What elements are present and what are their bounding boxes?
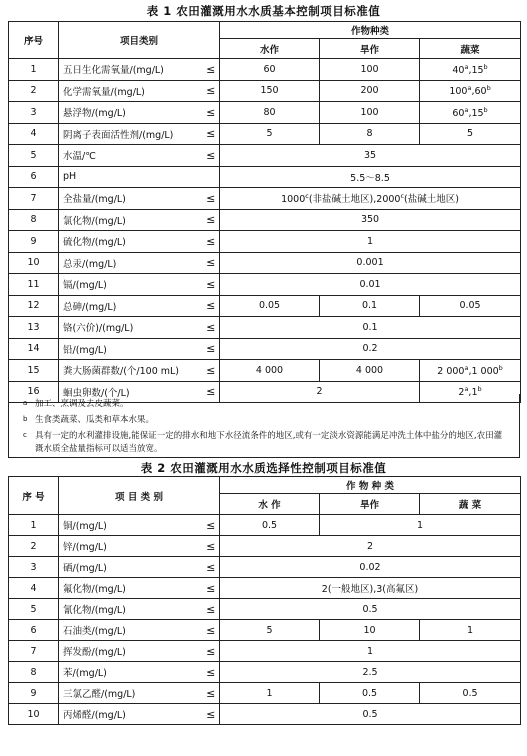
header-dry-crop: 旱作 (320, 39, 420, 59)
footnote-b: b 生食类蔬菜、瓜类和草本水果。 (23, 415, 155, 425)
value-dry-vegetable: 1 (320, 515, 521, 536)
table-row (9, 641, 521, 662)
le-symbol: ≤ (203, 536, 220, 557)
value-all-crops: 1000$^c$(非盐碱土地区),2000$^c$(盐碱土地区) (220, 188, 521, 210)
value-vegetable: 0.5 (420, 683, 521, 704)
table1-footnotes (8, 394, 520, 458)
le-symbol: ≤ (203, 620, 220, 641)
item-name: 总砷/(mg/L) (59, 295, 203, 317)
row-number: 13 (9, 317, 59, 339)
table-row (9, 662, 521, 683)
le-symbol: ≤ (203, 381, 220, 403)
item-name: 苯/(mg/L) (59, 662, 203, 683)
le-symbol: ≤ (203, 231, 220, 253)
le-symbol: ≤ (203, 704, 220, 725)
value-water-crop: 80 (220, 102, 320, 124)
row-number: 4 (9, 578, 59, 599)
table-row (9, 80, 521, 102)
value-water-crop: 150 (220, 80, 320, 102)
value-dry-crop: 10 (320, 620, 420, 641)
le-symbol: ≤ (203, 274, 220, 296)
table-row (9, 295, 521, 317)
header-item: 项目类别 (59, 22, 220, 59)
row-number: 14 (9, 338, 59, 360)
table-row (9, 360, 521, 382)
row-number: 7 (9, 188, 59, 210)
row-number: 7 (9, 641, 59, 662)
row-number: 3 (9, 102, 59, 124)
header-crop-type: 作物种类 (220, 22, 521, 39)
row-number: 15 (9, 360, 59, 382)
value-all-crops: 0.001 (220, 252, 521, 274)
table-row (9, 683, 521, 704)
item-name: 石油类/(mg/L) (59, 620, 203, 641)
value-all-crops: 0.5 (220, 704, 521, 725)
value-dry-crop: 200 (320, 80, 420, 102)
item-name: 悬浮物/(mg/L) (59, 102, 203, 124)
header-crop-type: 作 物 种 类 (220, 477, 521, 494)
value-all-crops: 0.01 (220, 274, 521, 296)
value-water-crop: 5 (220, 620, 320, 641)
value-all-crops: 35 (220, 145, 521, 167)
value-all-crops: 5.5～8.5 (220, 166, 521, 188)
footnote-c: c 具有一定的水利灌排设施,能保证一定的排水和地下水径流条件的地区,或有一定淡水资源能满足冲洗土体中盐分的地区,农田灌溉水质全盐量指标可以适当放宽。 (23, 431, 503, 454)
item-name: 镉/(mg/L) (59, 274, 203, 296)
le-symbol: ≤ (203, 662, 220, 683)
value-water-crop: 0.5 (220, 515, 320, 536)
value-all-crops: 1 (220, 641, 521, 662)
table-row (9, 557, 521, 578)
value-water-crop: 60 (220, 59, 320, 81)
item-name: 硒/(mg/L) (59, 557, 203, 578)
item-name: 硫化物/(mg/L) (59, 231, 203, 253)
row-number: 2 (9, 536, 59, 557)
le-symbol: ≤ (203, 599, 220, 620)
header-water-crop: 水作 (220, 39, 320, 59)
item-name: 氟化物/(mg/L) (59, 578, 203, 599)
value-vegetable: 2$^a$,1$^b$ (420, 381, 521, 403)
table-row (9, 620, 521, 641)
value-dry-crop: 8 (320, 123, 420, 145)
le-symbol: ≤ (203, 123, 220, 145)
row-number: 10 (9, 252, 59, 274)
table-row (9, 599, 521, 620)
table-row (9, 515, 521, 536)
header-no: 序号 (9, 22, 59, 59)
row-number: 6 (9, 166, 59, 188)
table1-basic-control-items (8, 21, 521, 403)
le-symbol: ≤ (203, 683, 220, 704)
item-name: 铅/(mg/L) (59, 338, 203, 360)
row-number: 9 (9, 683, 59, 704)
row-number: 12 (9, 295, 59, 317)
row-number: 6 (9, 620, 59, 641)
value-all-crops: 0.5 (220, 599, 521, 620)
value-all-crops: 350 (220, 209, 521, 231)
table-row (9, 166, 521, 188)
row-number: 5 (9, 599, 59, 620)
value-dry-crop: 100 (320, 59, 420, 81)
header-water-crop: 水 作 (220, 494, 320, 515)
footnote-a: a 加工、烹调及去皮蔬菜。 (23, 399, 129, 409)
item-name: 阴离子表面活性剂/(mg/L) (59, 123, 203, 145)
value-vegetable: 1 (420, 620, 521, 641)
item-name: 氰化物/(mg/L) (59, 599, 203, 620)
table-row (9, 209, 521, 231)
value-all-crops: 2(一般地区),3(高氟区) (220, 578, 521, 599)
item-name: 丙烯醛/(mg/L) (59, 704, 203, 725)
value-water-crop: 4 000 (220, 360, 320, 382)
item-name: 水温/℃ (59, 145, 203, 167)
header-vegetable: 蔬菜 (420, 39, 521, 59)
table-row (9, 252, 521, 274)
table-row (9, 704, 521, 725)
le-symbol: ≤ (203, 295, 220, 317)
item-name: 锌/(mg/L) (59, 536, 203, 557)
le-symbol: ≤ (203, 338, 220, 360)
table-row (9, 317, 521, 339)
table2-caption: 表 2 农田灌溉用水水质选择性控制项目标准值 (140, 461, 387, 475)
le-symbol: ≤ (203, 360, 220, 382)
value-all-crops: 0.1 (220, 317, 521, 339)
row-number: 11 (9, 274, 59, 296)
item-name: 总汞/(mg/L) (59, 252, 203, 274)
le-symbol: ≤ (203, 145, 220, 167)
row-number: 5 (9, 145, 59, 167)
item-name: 蛔虫卵数/(个/L) (59, 381, 203, 403)
item-name: 铜/(mg/L) (59, 515, 203, 536)
value-all-crops: 1 (220, 231, 521, 253)
item-name: 粪大肠菌群数/(个/100 mL) (59, 360, 203, 382)
table-row (9, 123, 521, 145)
row-number: 8 (9, 662, 59, 683)
value-vegetable: 2 000$^a$,1 000$^b$ (420, 360, 521, 382)
row-number: 1 (9, 59, 59, 81)
le-symbol: ≤ (203, 515, 220, 536)
header-no: 序 号 (9, 477, 59, 515)
table2-selective-control-items (8, 476, 521, 725)
row-number: 2 (9, 80, 59, 102)
header-dry-crop: 旱作 (320, 494, 420, 515)
item-name: 三氯乙醛/(mg/L) (59, 683, 203, 704)
le-symbol: ≤ (203, 557, 220, 578)
value-water-crop: 0.05 (220, 295, 320, 317)
le-symbol: ≤ (203, 188, 220, 210)
value-all-crops: 0.02 (220, 557, 521, 578)
table-row (9, 59, 521, 81)
header-vegetable: 蔬 菜 (420, 494, 521, 515)
row-number: 10 (9, 704, 59, 725)
value-water-dry: 2 (220, 381, 420, 403)
le-symbol: ≤ (203, 80, 220, 102)
table-row (9, 102, 521, 124)
le-symbol: ≤ (203, 252, 220, 274)
value-vegetable: 100$^a$,60$^b$ (420, 80, 521, 102)
table-row (9, 188, 521, 210)
value-water-crop: 1 (220, 683, 320, 704)
le-symbol: ≤ (203, 578, 220, 599)
le-symbol: ≤ (203, 317, 220, 339)
table-row (9, 274, 521, 296)
header-item: 项 目 类 别 (59, 477, 220, 515)
value-vegetable: 60$^a$,15$^b$ (420, 102, 521, 124)
value-dry-crop: 0.1 (320, 295, 420, 317)
value-vegetable: 5 (420, 123, 521, 145)
item-name: 挥发酚/(mg/L) (59, 641, 203, 662)
row-number: 1 (9, 515, 59, 536)
item-name: 氯化物/(mg/L) (59, 209, 203, 231)
le-symbol: ≤ (203, 102, 220, 124)
table-row (9, 338, 521, 360)
value-dry-crop: 0.5 (320, 683, 420, 704)
item-name: 全盐量/(mg/L) (59, 188, 203, 210)
item-name: pH (59, 166, 203, 188)
row-number: 8 (9, 209, 59, 231)
value-all-crops: 2.5 (220, 662, 521, 683)
row-number: 16 (9, 381, 59, 403)
value-vegetable: 0.05 (420, 295, 521, 317)
value-vegetable: 40$^a$,15$^b$ (420, 59, 521, 81)
table-row (9, 231, 521, 253)
row-number: 9 (9, 231, 59, 253)
le-symbol (203, 166, 220, 188)
table-row (9, 578, 521, 599)
value-dry-crop: 100 (320, 102, 420, 124)
item-name: 铬(六价)/(mg/L) (59, 317, 203, 339)
value-water-crop: 5 (220, 123, 320, 145)
item-name: 化学需氧量/(mg/L) (59, 80, 203, 102)
le-symbol: ≤ (203, 641, 220, 662)
table1-caption: 表 1 农田灌溉用水水质基本控制项目标准值 (146, 4, 381, 18)
le-symbol: ≤ (203, 209, 220, 231)
value-all-crops: 0.2 (220, 338, 521, 360)
row-number: 3 (9, 557, 59, 578)
value-all-crops: 2 (220, 536, 521, 557)
item-name: 五日生化需氧量/(mg/L) (59, 59, 203, 81)
table-row (9, 536, 521, 557)
row-number: 4 (9, 123, 59, 145)
table-row (9, 145, 521, 167)
le-symbol: ≤ (203, 59, 220, 81)
value-dry-crop: 4 000 (320, 360, 420, 382)
